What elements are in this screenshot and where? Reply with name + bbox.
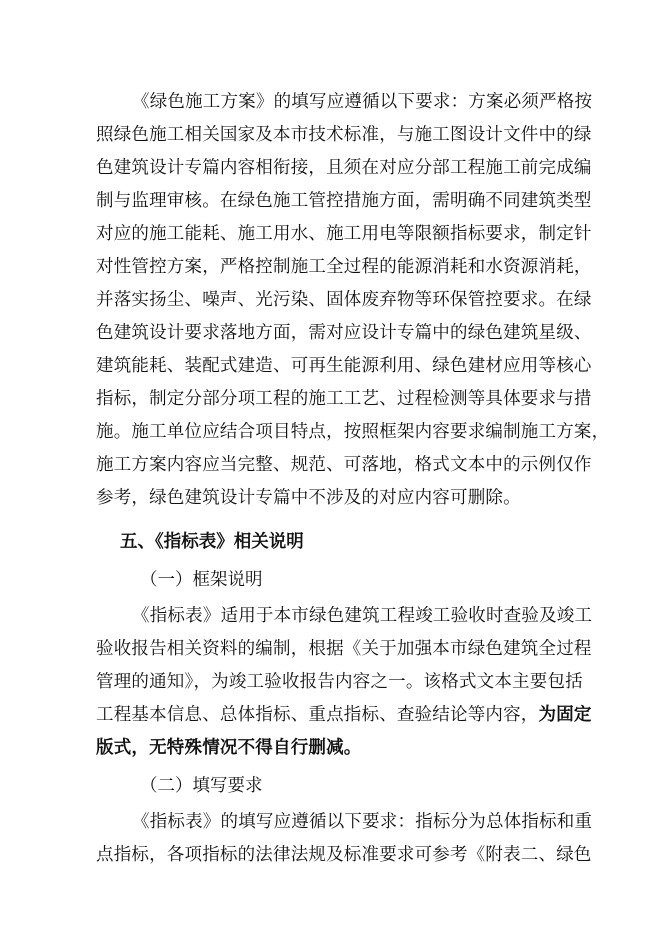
paragraph-line: 对应的施工能耗、施工用水、施工用电等限额指标要求，制定针 — [96, 224, 592, 244]
paragraph-line: 对性管控方案，严格控制施工全过程的能源消耗和水资源消耗， — [96, 257, 592, 277]
paragraph-line: 色建筑设计要求落地方面，需对应设计专篇中的绿色建筑星级、 — [96, 323, 592, 343]
paragraph-line: 《指标表》的填写应遵循以下要求：指标分为总体指标和重 — [132, 812, 593, 832]
paragraph-line — [96, 699, 592, 732]
normal-text: 工程基本信息、总体指标、重点指标、查验结论等内容， — [96, 705, 539, 725]
paragraph-green-construction-plan — [96, 86, 610, 515]
paragraph-line: 色建筑设计专篇内容相衔接，且须在对应分部工程施工前完成编 — [96, 158, 592, 178]
section-heading-5: 五、《指标表》相关说明 — [120, 532, 304, 552]
paragraph-line: 管理的通知》，为竣工验收报告内容之一。该格式文本主要包括 — [96, 672, 583, 692]
paragraph-line — [96, 732, 570, 765]
paragraph-line: 点指标，各项指标的法律法规及标准要求可参考《附表二、绿色 — [96, 845, 592, 865]
bold-emphasis-text: 为固定 — [538, 705, 592, 725]
paragraph-line: 《指标表》适用于本市绿色建筑工程竣工验收时查验及竣工 — [132, 606, 593, 626]
paragraph-filling-requirements — [96, 806, 593, 872]
paragraph-line: 验收报告相关资料的编制，根据《关于加强本市绿色建筑全过程 — [96, 639, 592, 659]
paragraph-line: 参考，绿色建筑设计专篇中不涉及的对应内容可删除。 — [96, 488, 521, 508]
paragraph-line: 建筑能耗、装配式建造、可再生能源利用、绿色建材应用等核心 — [96, 356, 592, 376]
paragraph-line: 制与监理审核。在绿色施工管控措施方面，需明确不同建筑类型 — [96, 191, 592, 211]
paragraph-line: 指标，制定分部分项工程的施工工艺、过程检测等具体要求与措 — [96, 389, 592, 409]
paragraph-line: 施。施工单位应结合项目特点，按照框架内容要求编制施工方案， — [96, 422, 610, 442]
paragraph-line: 《绿色施工方案》的填写应遵循以下要求：方案必须严格按 — [132, 92, 593, 112]
paragraph-framework-description — [96, 600, 593, 765]
subheading-framework: （一）框架说明 — [140, 570, 263, 590]
paragraph-line: 并落实扬尘、噪声、光污染、固体废弃物等环保管控要求。在绿 — [96, 290, 592, 310]
bold-emphasis-text: 版式，无特殊情况不得自行删减。 — [96, 738, 362, 758]
paragraph-line: 施工方案内容应当完整、规范、可落地，格式文本中的示例仅作 — [96, 455, 592, 475]
paragraph-line: 照绿色施工相关国家及本市技术标准，与施工图设计文件中的绿 — [96, 125, 592, 145]
subheading-filling-requirements: （二）填写要求 — [140, 776, 263, 796]
